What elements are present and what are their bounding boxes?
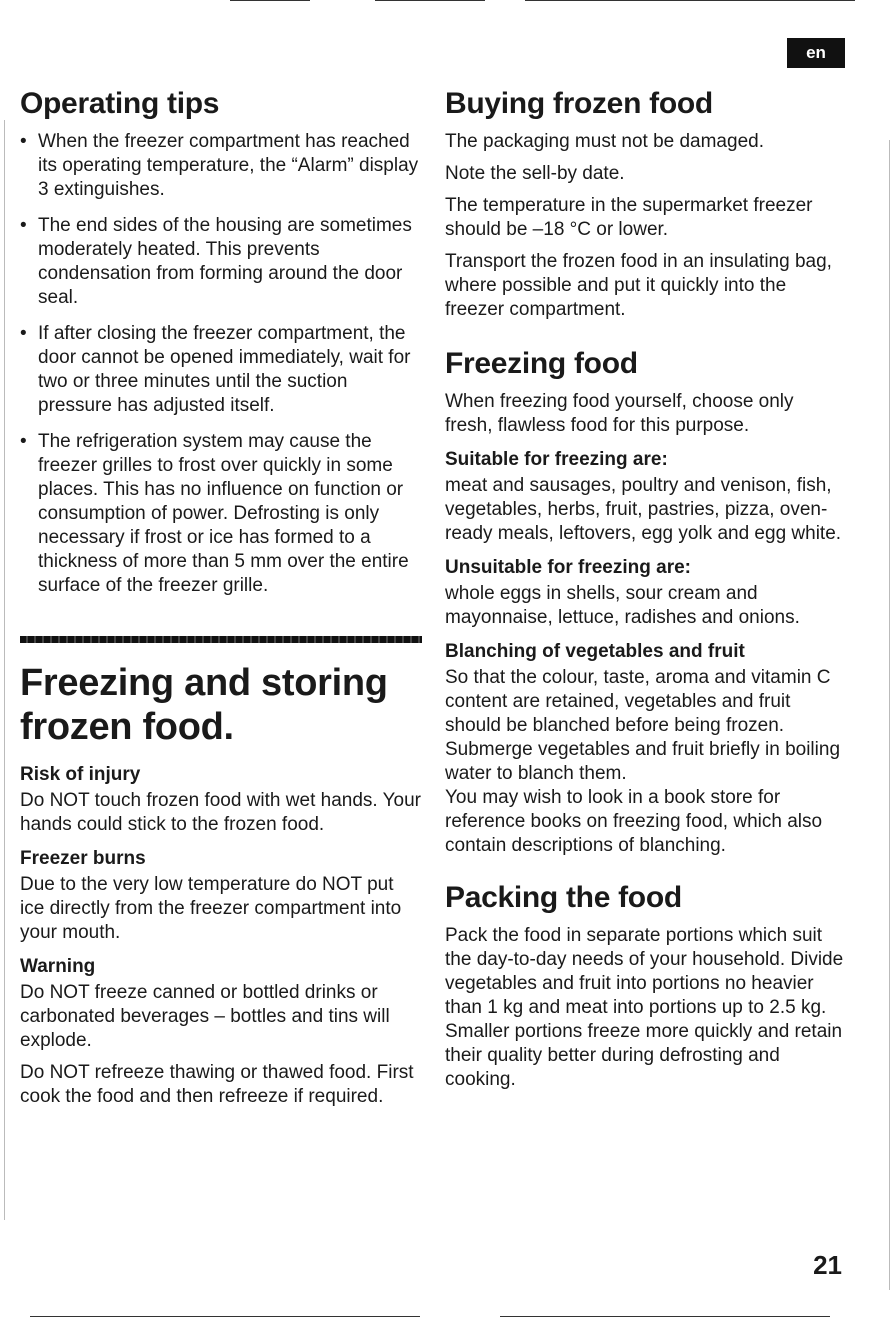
warning-heading: Warning — [20, 956, 96, 977]
unsuitable-heading: Unsuitable for freezing are: — [445, 557, 691, 578]
section-divider — [20, 636, 422, 643]
buying-heading: Buying frozen food — [445, 87, 713, 120]
scan-edge-left — [4, 120, 5, 1220]
bullet-icon: • — [20, 215, 27, 236]
right-column — [445, 86, 845, 1100]
bullet-icon: • — [20, 131, 27, 152]
freezing-heading: Freezing food — [445, 347, 638, 380]
left-column — [20, 86, 422, 1117]
risk-heading: Risk of injury — [20, 764, 141, 785]
blanching-text: So that the colour, taste, aroma and vitamin C content are retained, vegetables and fruit should be blanched before being frozen. — [445, 667, 831, 736]
storing-heading: Freezing and storing frozen food. — [20, 662, 388, 748]
operating-tips-list — [20, 130, 422, 598]
risk-text: Do NOT touch frozen food with wet hands. Your hands could stick to the frozen food. — [20, 790, 421, 835]
scan-edge-right — [889, 140, 890, 1290]
bullet-icon: • — [20, 323, 27, 344]
language-badge: en — [787, 38, 845, 68]
packing-heading: Packing the food — [445, 881, 682, 914]
bullet-icon: • — [20, 431, 27, 452]
operating-tips-heading: Operating tips — [20, 87, 220, 120]
list-item: • The end sides of the housing are sometimes moderately heated. This prevents condensation from forming around the door seal. — [20, 215, 412, 308]
buying-text: The packaging must not be damaged. — [445, 131, 764, 152]
page-number: 21 — [813, 1250, 842, 1280]
blanching-heading: Blanching of vegetables and fruit — [445, 641, 745, 662]
warning-text: Do NOT freeze canned or bottled drinks or carbonated beverages – bottles and tins will explode. — [20, 982, 390, 1051]
burns-heading: Freezer burns — [20, 848, 146, 869]
scan-line-top — [375, 0, 485, 1]
list-item: • If after closing the freezer compartment, the door cannot be opened immediately, wait for two or three minutes until the suction pressure has adjusted itself. — [20, 323, 411, 416]
freezing-intro: When freezing food yourself, choose only fresh, flawless food for this purpose. — [445, 391, 794, 436]
burns-text: Due to the very low temperature do NOT put ice directly from the freezer compartment into your mouth. — [20, 874, 402, 943]
buying-text: Transport the frozen food in an insulating bag, where possible and put it quickly into the freezer compartment. — [445, 251, 832, 320]
buying-text: Note the sell-by date. — [445, 163, 625, 184]
suitable-text: meat and sausages, poultry and venison, fish, vegetables, herbs, fruit, pastries, pizza, oven-ready meals, leftovers, egg yolk and egg white. — [445, 475, 842, 544]
suitable-heading: Suitable for freezing are: — [445, 449, 668, 470]
packing-text: Pack the food in separate portions which suit the day-to-day needs of your household. Divide vegetables and fruit into portions no heavier than 1 kg and meat into portions up to 2.5 kg. Smaller portions freeze more quickly and retain their quality better during defrosting and cooking. — [445, 925, 844, 1090]
scan-line-top — [230, 0, 310, 1]
scan-line-top — [525, 0, 855, 1]
blanching-text: Submerge vegetables and fruit briefly in boiling water to blanch them. — [445, 739, 841, 784]
list-item: • The refrigeration system may cause the freezer grilles to frost over quickly in some places. This has no influence on function or consumption of power. Defrosting is only necessary if frost or ice has formed to a thickness of more than 5 mm over the entire surface of the freezer grille. — [20, 431, 409, 596]
scan-line-bottom — [30, 1316, 420, 1317]
buying-text: The temperature in the supermarket freezer should be –18 °C or lower. — [445, 195, 813, 240]
scan-line-bottom — [500, 1316, 830, 1317]
blanching-text: You may wish to look in a book store for reference books on freezing food, which also contain descriptions of blanching. — [445, 787, 823, 856]
warning-text: Do NOT refreeze thawing or thawed food. First cook the food and then refreeze if required. — [20, 1062, 414, 1107]
unsuitable-text: whole eggs in shells, sour cream and mayonnaise, lettuce, radishes and onions. — [445, 583, 800, 628]
list-item: • When the freezer compartment has reached its operating temperature, the “Alarm” display 3 extinguishes. — [20, 131, 419, 200]
